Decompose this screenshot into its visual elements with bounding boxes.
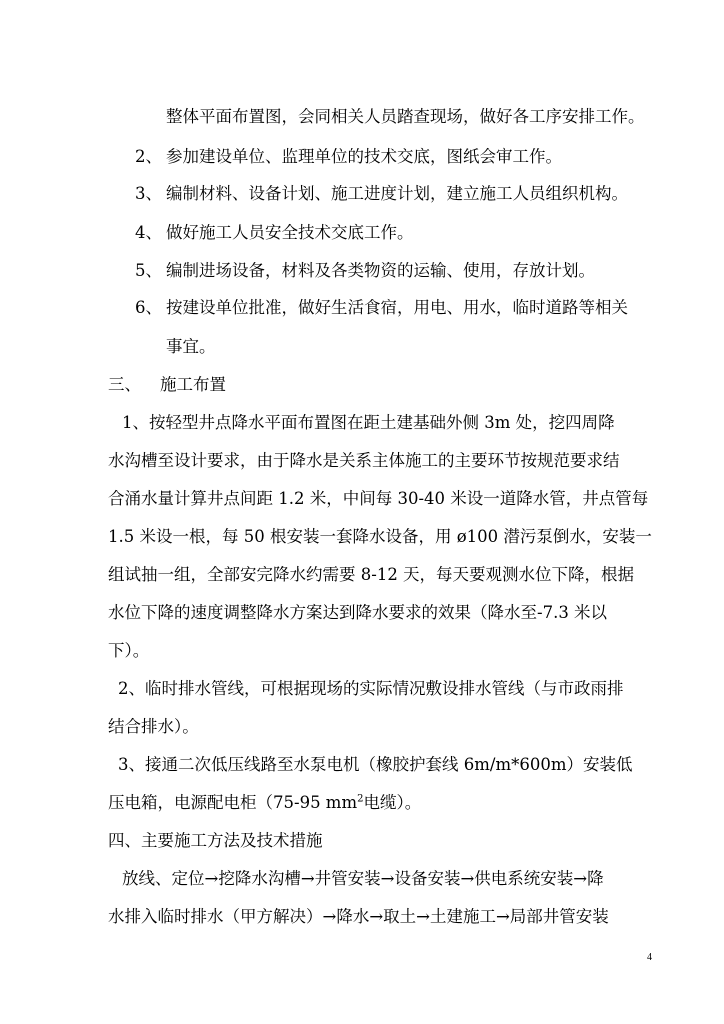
paragraph-1-line-3: 合涌水量计算井点间距 1.2 米，中间每 30-40 米设一道降水管，井点管每 bbox=[108, 489, 649, 508]
list-item-5-number: 5、 bbox=[135, 261, 162, 280]
list-item-2-text: 参加建设单位、监理单位的技术交底，图纸会审工作。 bbox=[166, 147, 562, 166]
list-item-3-number: 3、 bbox=[135, 184, 162, 203]
list-item-3-text: 编制材料、设备计划、施工进度计划，建立施工人员组织机构。 bbox=[166, 184, 628, 203]
section-3-title: 施工布置 bbox=[160, 375, 226, 394]
paragraph-1-line-1: 1、按轻型井点降水平面布置图在距土建基础外侧 3m 处，挖四周降 bbox=[122, 413, 615, 432]
list-item-6-text: 按建设单位批准，做好生活食宿，用电、用水，临时道路等相关 bbox=[166, 298, 628, 317]
paragraph-3-line-2-text: 压电箱，电源配电柜（75-95 mm bbox=[108, 793, 358, 812]
paragraph-4-line-2: 水排入临时排水（甲方解决）→降水→取土→土建施工→局部井管安装 bbox=[108, 907, 609, 926]
paragraph-4-line-1: 放线、定位→挖降水沟槽→井管安装→设备安装→供电系统安装→降 bbox=[122, 869, 604, 888]
paragraph-1-line-2: 水沟槽至设计要求，由于降水是关系主体施工的主要环节按规范要求结 bbox=[108, 451, 620, 470]
paragraph-2-line-1: 2、临时排水管线，可根据现场的实际情况敷设排水管线（与市政雨排 bbox=[118, 679, 624, 698]
section-4-title: 四、主要施工方法及技术措施 bbox=[108, 831, 323, 850]
list-item-6-continuation: 事宜。 bbox=[166, 337, 216, 356]
paragraph-3-line-2 bbox=[108, 792, 421, 814]
list-item-1-continuation: 整体平面布置图，会同相关人员踏查现场，做好各工序安排工作。 bbox=[166, 107, 645, 126]
section-3-number: 三、 bbox=[108, 375, 141, 394]
paragraph-3-line-1: 3、接通二次低压线路至水泵电机（橡胶护套线 6m/m*600m）安装低 bbox=[118, 755, 633, 774]
paragraph-1-line-7: 下）。 bbox=[108, 641, 150, 660]
page-number: 4 bbox=[647, 952, 652, 963]
list-item-6-number: 6、 bbox=[135, 298, 162, 317]
list-item-4-number: 4、 bbox=[135, 223, 162, 242]
list-item-4-text: 做好施工人员安全技术交底工作。 bbox=[166, 223, 414, 242]
paragraph-1-line-5: 组试抽一组，全部安完降水约需要 8-12 天，每天要观测水位下降，根据 bbox=[108, 565, 635, 584]
list-item-2-number: 2、 bbox=[135, 147, 162, 166]
squared-superscript: 2 bbox=[357, 793, 364, 805]
list-item-5-text: 编制进场设备，材料及各类物资的运输、使用，存放计划。 bbox=[166, 261, 595, 280]
paragraph-2-line-2: 结合排水）。 bbox=[108, 717, 199, 736]
paragraph-3-line-2-end: 电缆）。 bbox=[363, 793, 422, 812]
paragraph-1-line-4: 1.5 米设一根，每 50 根安装一套降水设备，用 ø100 潜污泵倒水，安装一 bbox=[108, 527, 652, 546]
paragraph-1-line-6: 水位下降的速度调整降水方案达到降水要求的效果（降水至-7.3 米以 bbox=[108, 603, 608, 622]
